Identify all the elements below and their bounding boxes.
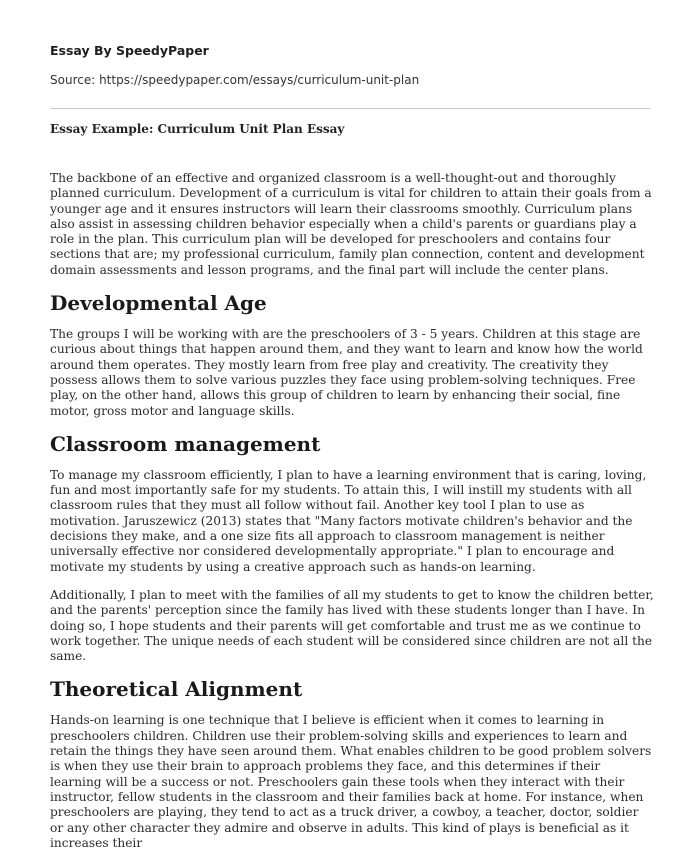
paragraph: Hands-on learning is one technique that I believe is efficient when it comes to learning in preschoolers children. Children use their problem-solving skills and experiences to learn and retain the things they have seen around them. What enables children to be good problem solvers is when they use their brain to approach problems they face, and this determines if their learning will be a success or not. Preschoolers gain these tools when they interact with their instructor, fellow students in the classroom and their families back at home. For instance, when preschoolers are playing, they tend to act as a truck driver, a cowboy, a teacher, doctor, soldier or any other character they admire and observe in adults. This kind of plays is beneficial as it increases their: [50, 713, 652, 850]
essay-body: [50, 171, 654, 864]
section-heading-developmental-age: Developmental Age: [50, 291, 267, 316]
source-line: Source: https://speedypaper.com/essays/curriculum-unit-plan: [50, 73, 420, 87]
paragraph: To manage my classroom efficiently, I plan to have a learning environment that is caring, loving, fun and most importantly safe for my students. To attain this, I will instill my students with all classroom rules that they must all follow without fail. Another key tool I plan to use as motivation. Jaruszewicz (2013) states that "Many factors motivate children's behavior and the decisions they make, and a one size fits all approach to classroom management is neither universally effective nor considered developmentally appropriate." I plan to encourage and motivate my students by using a creative approach such as hands-on learning.: [50, 467, 647, 574]
paragraph: Additionally, I plan to meet with the families of all my students to get to know the children better, and the parents' perception since the family has lived with these students longer than I have. In doing so, I hope students and their parents will get comfortable and trust me as we continue to work together. The unique needs of each student will be considered since children are not all the same.: [50, 587, 654, 664]
intro-paragraph: The backbone of an effective and organized classroom is a well-thought-out and thoroughly planned curriculum. Development of a curriculum is vital for children to attain their goals from a younger age and it ensures instructors will learn their classrooms smoothly. Curriculum plans also assist in assessing children behavior especially when a child's parents or guardians play a role in the plan. This curriculum plan will be developed for preschoolers and contains four sections that are; my professional curriculum, family plan connection, content and development domain assessments and lesson programs, and the final part will include the center plans.: [50, 171, 652, 277]
paragraph: The groups I will be working with are the preschoolers of 3 - 5 years. Children at this stage are curious about things that happen around them, and they want to learn and know how the world around them operates. They mostly learn from free play and creativity. The creativity they possess allows them to solve various puzzles they face using problem-solving techniques. Free play, on the other hand, allows this group of children to learn by enhancing their social, fine motor, gross motor and language skills.: [50, 327, 643, 418]
section-heading-theoretical-alignment: Theoretical Alignment: [50, 677, 303, 702]
section-heading-classroom-management: Classroom management: [50, 431, 321, 456]
site-title: Essay By SpeedyPaper: [50, 43, 209, 58]
divider: [50, 108, 650, 109]
essay-title: Essay Example: Curriculum Unit Plan Essay: [50, 122, 345, 136]
